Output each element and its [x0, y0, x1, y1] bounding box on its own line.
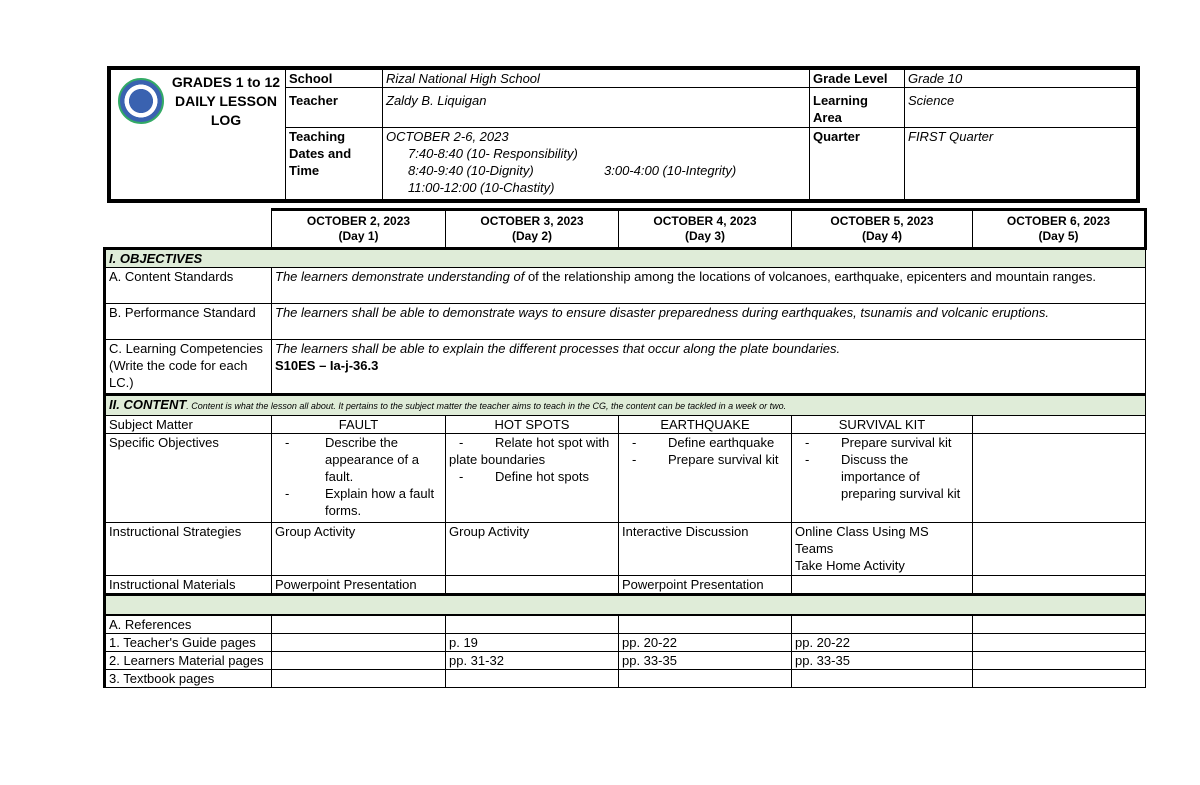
performance-standard-value: The learners shall be able to demonstrate ways to ensure disaster preparedness during earthquakes, tsunamis and volcanic eruptions.: [272, 304, 1146, 340]
strategies-day-1: Group Activity: [272, 523, 446, 576]
lm-day-2: pp. 31-32: [446, 651, 619, 669]
time-slot: 8:40-9:40 (10-Dignity): [408, 163, 534, 178]
tg-day-3: pp. 20-22: [619, 633, 792, 651]
lm-day-5: [973, 651, 1146, 669]
teacher-label: Teacher: [286, 88, 383, 128]
learning-competencies-value: The learners shall be able to explain the different processes that occur along the plate boundaries. S10ES – Ia-j-36.3: [272, 340, 1146, 395]
list-item: - Prepare survival kit: [795, 434, 969, 451]
learning-resources-heading: [105, 595, 1146, 615]
log-title: GRADES 1 to 12 DAILY LESSON LOG: [167, 70, 286, 200]
teaching-dates: OCTOBER 2-6, 2023: [386, 129, 509, 144]
strategies-day-3: Interactive Discussion: [619, 523, 792, 576]
teaching-dates-label: Teaching Dates and Time: [286, 128, 383, 200]
time-slot-row: [386, 162, 806, 179]
instructional-materials-label: Instructional Materials: [105, 576, 272, 595]
quarter-label: Quarter: [810, 128, 905, 200]
list-item: - Relate hot spot with: [449, 434, 615, 451]
subject-day-4: SURVIVAL KIT: [792, 416, 973, 434]
strategies-day-4-extra: Take Home Activity: [795, 558, 905, 573]
content-standards-value: The learners demonstrate understanding of of the relationship among the locations of volcanoes, earthquake, epicenters and mountain ranges.: [272, 268, 1146, 304]
day-header-4: OCTOBER 5, 2023 (Day 4): [792, 210, 973, 249]
list-item: - Discuss the importance of preparing survival kit: [795, 451, 969, 502]
materials-day-1: Powerpoint Presentation: [272, 576, 446, 595]
content-standards-label: A. Content Standards: [105, 268, 272, 304]
time-slot: 11:00-12:00 (10-Chastity): [408, 180, 555, 195]
objectives-heading: I. OBJECTIVES: [105, 249, 1146, 268]
list-item: - Define earthquake: [622, 434, 788, 451]
day-header-3: OCTOBER 4, 2023 (Day 3): [619, 210, 792, 249]
objectives-day-2: [446, 434, 619, 523]
subject-day-2: HOT SPOTS: [446, 416, 619, 434]
objectives-day-5: [973, 434, 1146, 523]
materials-day-3: Powerpoint Presentation: [619, 576, 792, 595]
lm-day-1: [272, 651, 446, 669]
day-header-5: OCTOBER 6, 2023 (Day 5): [973, 210, 1146, 249]
grade-level-label: Grade Level: [810, 70, 905, 88]
teacher-value: Zaldy B. Liquigan: [383, 88, 810, 128]
subject-day-3: EARTHQUAKE: [619, 416, 792, 434]
list-item-continued: plate boundaries: [449, 452, 546, 467]
school-label: School: [286, 70, 383, 88]
materials-day-4: [792, 576, 973, 595]
list-item: - Define hot spots: [449, 468, 615, 485]
objectives-day-3: [619, 434, 792, 523]
teachers-guide-label: 1. Teacher's Guide pages: [105, 633, 272, 651]
competency-code: S10ES – Ia-j-36.3: [275, 358, 379, 373]
day-header-1: OCTOBER 2, 2023 (Day 1): [272, 210, 446, 249]
materials-day-5: [973, 576, 1146, 595]
strategies-day-2: Group Activity: [446, 523, 619, 576]
list-item: - Prepare survival kit: [622, 451, 788, 468]
grade-level-value: Grade 10: [905, 70, 1137, 88]
learning-competencies-label: C. Learning Competencies (Write the code for each LC.): [105, 340, 272, 395]
instructional-strategies-label: Instructional Strategies: [105, 523, 272, 576]
tg-day-2: p. 19: [446, 633, 619, 651]
lm-day-4: pp. 33-35: [792, 651, 973, 669]
learning-area-value: Science: [905, 88, 1137, 128]
deped-seal-icon: [118, 78, 164, 124]
school-value: Rizal National High School: [383, 70, 810, 88]
strategies-day-5: [973, 523, 1146, 576]
time-slot: 7:40-8:40 (10- Responsibility): [408, 146, 578, 161]
objectives-day-4: [792, 434, 973, 523]
subject-matter-label: Subject Matter: [105, 416, 272, 434]
tg-day-5: [973, 633, 1146, 651]
learners-material-label: 2. Learners Material pages: [105, 651, 272, 669]
performance-standard-label: B. Performance Standard: [105, 304, 272, 340]
blank-corner: [105, 210, 272, 249]
lesson-log-table: [103, 208, 1144, 688]
strategies-day-4: Online Class Using MS Teams Take Home Activity: [792, 523, 973, 576]
day-header-2: OCTOBER 3, 2023 (Day 2): [446, 210, 619, 249]
teaching-dates-value: [383, 128, 810, 200]
textbook-pages-label: 3. Textbook pages: [105, 669, 272, 687]
list-item: - Describe the appearance of a fault.: [275, 434, 442, 485]
learning-area-label: Learning Area: [810, 88, 905, 128]
tg-day-4: pp. 20-22: [792, 633, 973, 651]
objectives-day-1: [272, 434, 446, 523]
materials-day-2: [446, 576, 619, 595]
lm-day-3: pp. 33-35: [619, 651, 792, 669]
content-heading: II. CONTENT. Content is what the lesson all about. It pertains to the subject matter the teacher aims to teach in the CG, the content can be tackled in a week or two.: [105, 395, 1146, 416]
specific-objectives-label: Specific Objectives: [105, 434, 272, 523]
references-label: A. References: [105, 615, 272, 634]
subject-day-1: FAULT: [272, 416, 446, 434]
tg-day-1: [272, 633, 446, 651]
seal-cell: [111, 70, 168, 200]
lesson-log-header: [107, 66, 1140, 203]
quarter-value: FIRST Quarter: [905, 128, 1137, 200]
subject-day-5: [973, 416, 1146, 434]
time-slot: 3:00-4:00 (10-Integrity): [604, 163, 737, 178]
list-item: - Explain how a fault forms.: [275, 485, 442, 519]
